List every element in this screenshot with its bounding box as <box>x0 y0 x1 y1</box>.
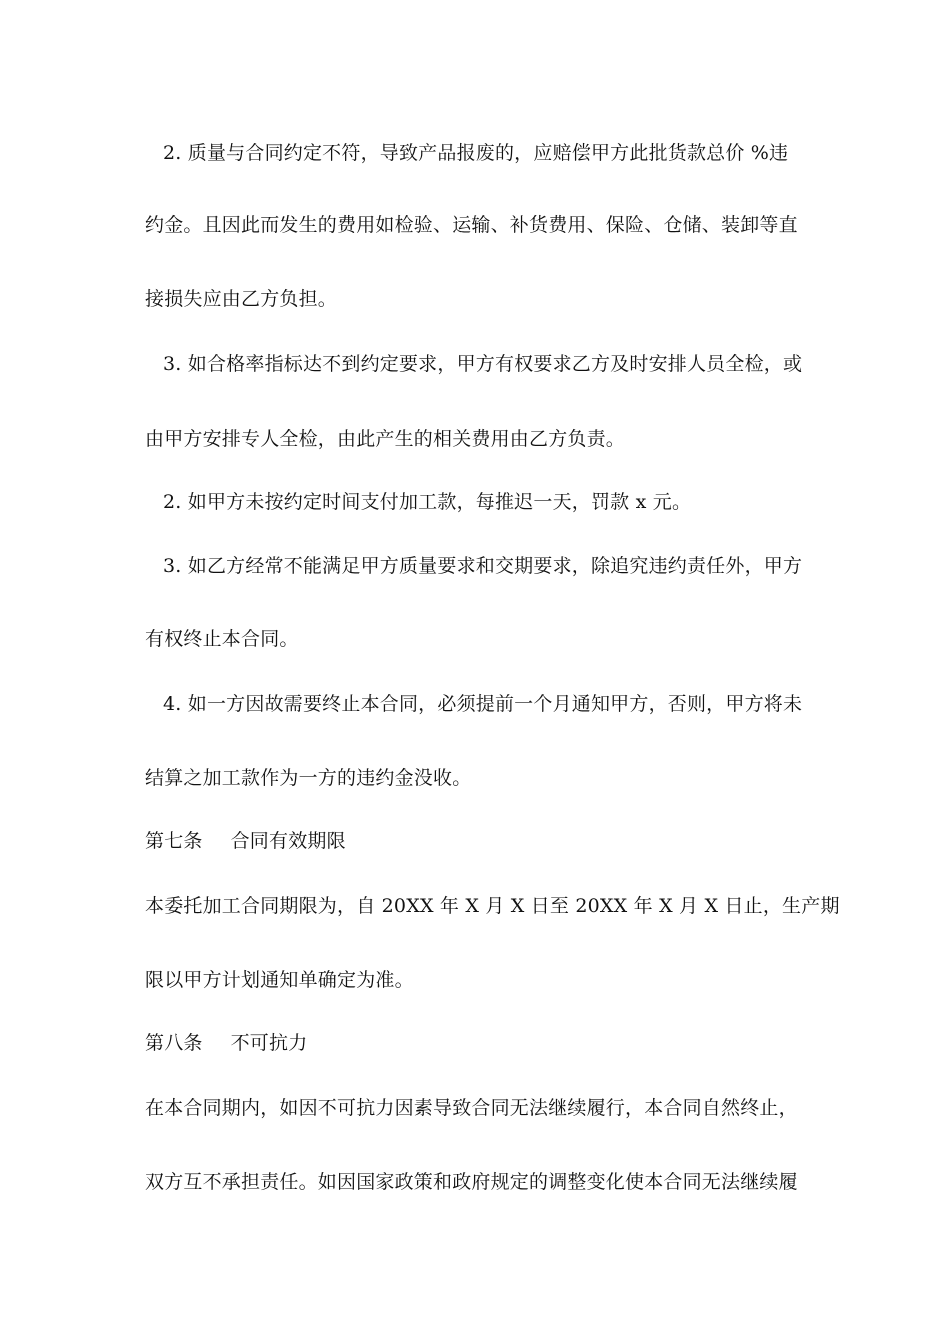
paragraph-line: 4. 如一方因故需要终止本合同，必须提前一个月通知甲方，否则，甲方将未 <box>163 693 803 715</box>
paragraph-line: 结算之加工款作为一方的违约金没收。 <box>145 767 472 789</box>
article-heading <box>145 1031 307 1055</box>
article-title: 合同有效期限 <box>230 830 346 852</box>
paragraph-line: 有权终止本合同。 <box>145 628 299 650</box>
article-title: 不可抗力 <box>230 1032 308 1054</box>
article-number: 第七条 <box>145 830 203 852</box>
paragraph-line: 3. 如乙方经常不能满足甲方质量要求和交期要求，除追究违约责任外，甲方 <box>163 555 803 577</box>
article-heading <box>145 829 346 853</box>
paragraph-line: 约金。且因此而发生的费用如检验、运输、补货费用、保险、仓储、装卸等直 <box>145 214 798 236</box>
paragraph-line: 双方互不承担责任。如因国家政策和政府规定的调整变化使本合同无法继续履 <box>145 1171 798 1193</box>
paragraph-line: 在本合同期内，如因不可抗力因素导致合同无法继续履行，本合同自然终止， <box>145 1097 798 1119</box>
paragraph-line: 本委托加工合同期限为，自 20XX 年 X 月 X 日至 20XX 年 X 月 X 日止，生产期 <box>145 895 840 917</box>
paragraph-line: 2. 如甲方未按约定时间支付加工款，每推迟一天，罚款 x 元。 <box>163 491 692 513</box>
paragraph-line: 接损失应由乙方负担。 <box>145 288 338 310</box>
paragraph-line: 由甲方安排专人全检，由此产生的相关费用由乙方负责。 <box>145 428 626 450</box>
paragraph-line: 限以甲方计划通知单确定为准。 <box>145 969 414 991</box>
article-number: 第八条 <box>145 1032 203 1054</box>
paragraph-line: 3. 如合格率指标达不到约定要求，甲方有权要求乙方及时安排人员全检，或 <box>163 353 803 375</box>
paragraph-line: 2. 质量与合同约定不符，导致产品报废的，应赔偿甲方此批货款总价 %违 <box>163 142 789 164</box>
